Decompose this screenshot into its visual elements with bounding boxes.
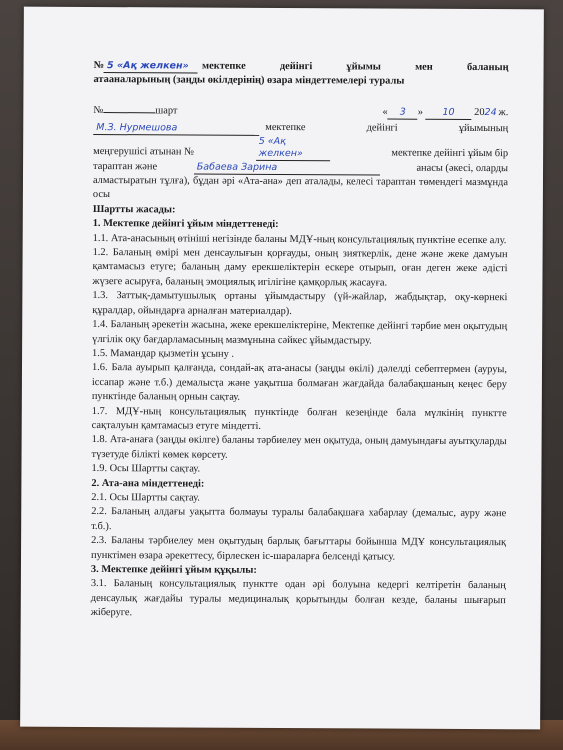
title-handwritten-org: 5 «Ақ желкен»: [104, 60, 198, 73]
contract-day: 3: [388, 106, 418, 119]
clause-3-1: 3.1. Баланың консультациялық пунктте одан әрі болуына кедергі келтіретін баланың денсаулық жағдайы туралы медициналық қорытынды болған кезде, баланы шығарып жіберуге.: [90, 578, 506, 619]
contract-number-blank: [103, 102, 155, 113]
intro-rest: алмастыратын тұлға), бұдан әрі «Ата-ана» деп аталады, келесі тараптан төмендегі мазмұнда осы: [92, 175, 509, 201]
intro-text-a: мектепке дейінгі ұйымының: [265, 122, 509, 135]
clause-1-2: 1.2. Баланың өмірі мен денсаулығын қорғауды, оның зияткерлік, дене және жеке дамуын қамтамасыз етуге; баланың даму ерекшеліктерін ескере отырып, оған деген жеке әдісті жүзеге асыруға, баланың эмоциялық игілігіне қамқорлық жасауға.: [92, 247, 508, 289]
clause-1-6: 1.6. Бала ауырып қалғанда, сондай-ақ ата-анасы (заңды өкілі) дәлелді себептермен (ауруы, іссапар және т.б.) демалысҭа және уақытша болмаған жағдайда балабақшаның кеңес беру пунктінде баланың орнын сақтау.: [91, 362, 508, 403]
contract-month: 10: [426, 107, 472, 120]
contract-word: шарт: [155, 105, 178, 117]
contract-number-line: № шарт « 3 » 10 2024 ж.: [93, 102, 508, 121]
clause-1-1: 1.1. Ата-анасының өтініші негізінде баланы МДҰ-ның консультациялық пунктіне есепке алу.: [92, 232, 507, 246]
document-title: [93, 59, 508, 90]
clause-1-3: 1.3. Заттық-дамытушылық ортаны ұйымдастыру (үй-жайлар, жабдықтар, оқу-көрнекі құралдар, ойындарға арналған материалдар).: [92, 290, 508, 317]
intro-text-c2: анасы (әкесі, оларды: [416, 162, 509, 174]
clause-1-8: 1.8. Ата-анаға (заңды өкілге) баланы тәрбиелеу мен оқытуда, оның дамуындағы ауытқуларды түзетуде білікті көмек көрсету.: [91, 434, 507, 461]
contract-year: 24: [484, 106, 497, 118]
head-name-handwritten: М.З. Нурмешова: [93, 122, 259, 136]
intro-text-c1: тарaптан және: [93, 160, 158, 172]
section-2-heading: 2. Ата-ана міндеттенеді:: [91, 477, 205, 490]
title-line1: мектепке дейінгі ұйымы мен баланың: [202, 60, 509, 74]
document-content: [91, 59, 509, 623]
title-number-sign: №: [93, 60, 105, 72]
document-page: [20, 7, 544, 730]
intro-text-b1: меңгерушісі атынан №: [93, 146, 195, 158]
clause-2-1: 2.1. Осы Шартты сақтау.: [91, 491, 200, 504]
clause-1-9: 1.9. Осы Шартты сақтау.: [91, 463, 201, 475]
clause-1-4: 1.4. Баланың әрекетін жасына, жеке ерекшеліктеріне, Мектепке дейінгі тәрбие мен оқытудың үлгілік оқу бағдарламасының мазмұнына сәйкес ұйымдастыру.: [92, 319, 508, 346]
clause-2-3: 2.3. Баланы тәрбиелеу мен оқытудың барлық бағыттары бойынша МДҰ консультациялық пунктімен өзара әрекеттесу, бірлескен іс-шараларға белсенді қатысу.: [90, 535, 507, 563]
intro-line-2: [93, 135, 508, 162]
section-1-heading: 1. Мектепке дейінгі ұйым міндеттенеді:: [92, 218, 279, 231]
clause-1-7: 1.7. МДҰ-ның консультациялық пунктінде болған кезеңінде бала мүлкінің пунктте сақталуын қамтамасыз етуге міндетті.: [91, 405, 507, 432]
agreement-heading: Шартты жасады:: [92, 203, 176, 216]
clause-1-5: 1.5. Мамандар қызметін ұсыну .: [92, 347, 235, 360]
intro-text-b2: мектепке дейінгі ұйым бір: [391, 147, 509, 160]
contract-year-suffix: ж.: [498, 106, 509, 118]
contract-year-prefix: 20: [474, 106, 485, 118]
title-line2: атааналарының (заңды өкілдерінің) өзара міндеттемелері туралы: [93, 74, 405, 88]
section-3-heading: 3. Мектепке дейінгі ұйым құқылы:: [90, 564, 257, 576]
org-handwritten: 5 «Ақ желкен»: [256, 135, 330, 160]
parent-handwritten: Бабаева Зарина: [194, 162, 380, 176]
contract-number-sign: №: [93, 104, 104, 116]
clause-2-2: 2.2. Баланың алдағы уақытта болмауы туралы балабақшаға хабарлау (демалыс, ауру және т.б.).: [91, 506, 507, 532]
intro-line-1: [93, 120, 508, 137]
